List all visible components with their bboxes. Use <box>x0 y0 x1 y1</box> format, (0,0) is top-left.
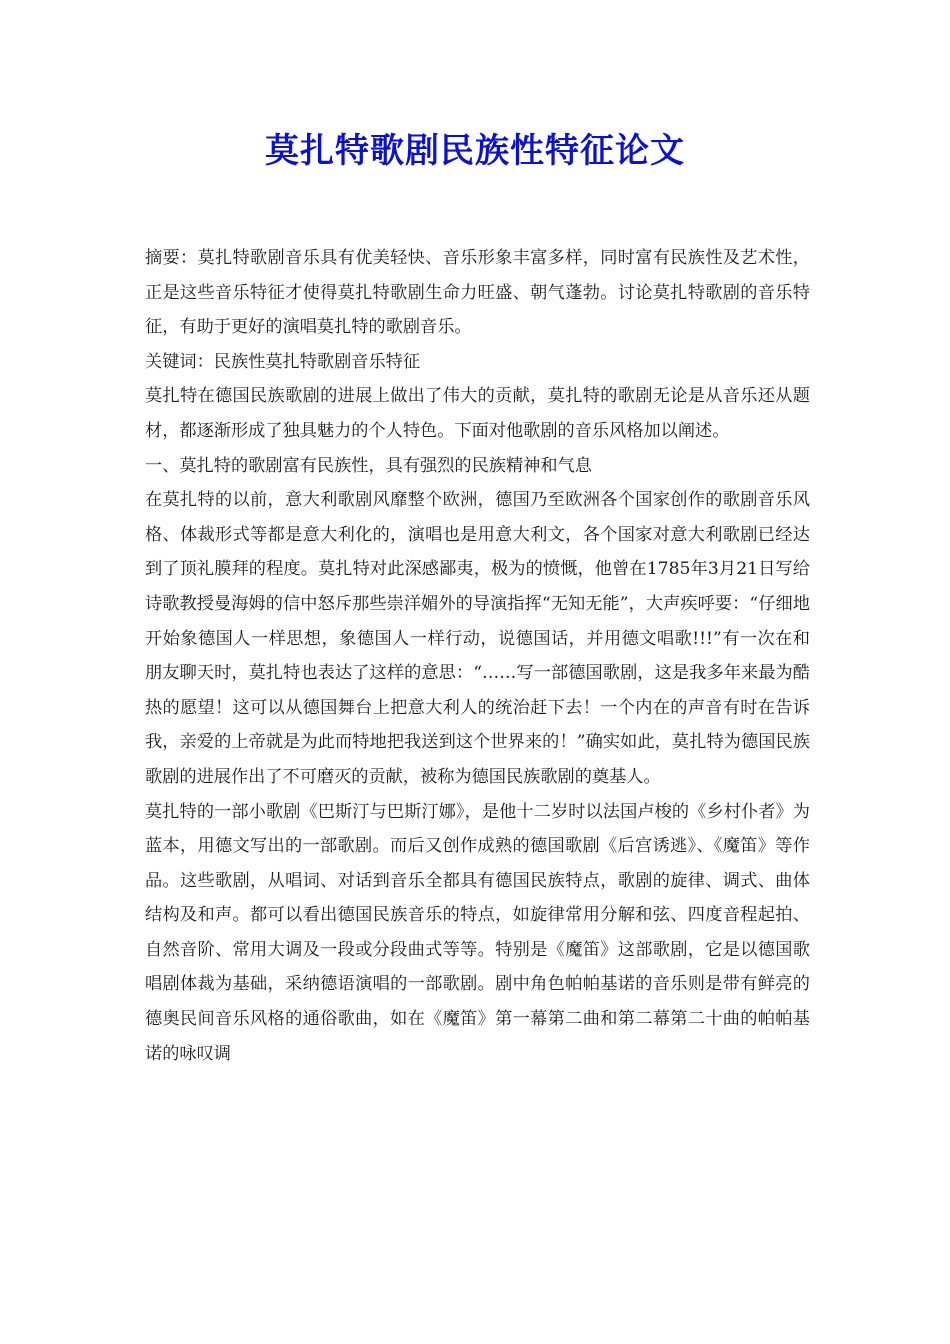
section-heading: 一、莫扎特的歌剧富有民族性，具有强烈的民族精神和气息 <box>145 455 592 476</box>
intro-paragraph: 莫扎特在德国民族歌剧的进展上做出了伟大的贡献，莫扎特的歌剧无论是从音乐还从题材，都逐渐形成了独具魅力的个人特色。下面对他歌剧的音乐风格加以阐述。 <box>145 386 810 441</box>
document-body <box>145 241 810 1071</box>
body-paragraph: 在莫扎特的以前，意大利歌剧风靡整个欧洲，德国乃至欧洲各个国家创作的歌剧音乐风格、体裁形式等都是意大利化的，演唱也是用意大利文，各个国家对意大利歌剧已经达到了顶礼膜拜的程度。莫扎特对此深感鄙夷，极为的愤慨，他曾在1785年3月21日写给诗歌教授曼海姆的信中怒斥那些崇洋媚外的导演指挥“无知无能”，大声疾呼要：“仔细地开始象德国人一样思想，象德国人一样行动，说德国话，并用德文唱歌!!!”有一次在和朋友聊天时，莫扎特也表达了这样的意思：“……写一部德国歌剧，这是我多年来最为酷热的愿望！这可以从德国舞台上把意大利人的统治赶下去！一个内在的声音有时在告诉我，亲爱的上帝就是为此而特地把我送到这个世界来的！”确实如此，莫扎特为德国民族歌剧的进展作出了不可磨灭的贡献，被称为德国民族歌剧的奠基人。 <box>145 490 810 787</box>
keywords-paragraph: 关键词：民族性莫扎特歌剧音乐特征 <box>145 351 421 372</box>
abstract-paragraph: 摘要：莫扎特歌剧音乐具有优美轻快、音乐形象丰富多样，同时富有民族性及艺术性，正是这些音乐特征才使得莫扎特歌剧生命力旺盛、朝气蓬勃。讨论莫扎特歌剧的音乐特征，有助于更好的演唱莫扎特的歌剧音乐。 <box>145 248 810 338</box>
document-title: 莫扎特歌剧民族性特征论文 <box>265 131 685 171</box>
body-paragraph: 莫扎特的一部小歌剧《巴斯汀与巴斯汀娜》，是他十二岁时以法国卢梭的《乡村仆者》为蓝本，用德文写出的一部歌剧。而后又创作成熟的德国歌剧《后宫诱逃》、《魔笛》等作品。这些歌剧，从唱词、对话到音乐全都具有德国民族特点，歌剧的旋律、调式、曲体结构及和声。都可以看出德国民族音乐的特点，如旋律常用分解和弦、四度音程起拍、自然音阶、常用大调及一段或分段曲式等等。特别是《魔笛》这部歌剧，它是以德国歌唱剧体裁为基础，采纳德语演唱的一部歌剧。剧中角色帕帕基诺的音乐则是带有鲜亮的德奥民间音乐风格的通俗歌曲，如在《魔笛》第一幕第二曲和第二幕第二十曲的帕帕基诺的咏叹调 <box>145 801 810 1064</box>
